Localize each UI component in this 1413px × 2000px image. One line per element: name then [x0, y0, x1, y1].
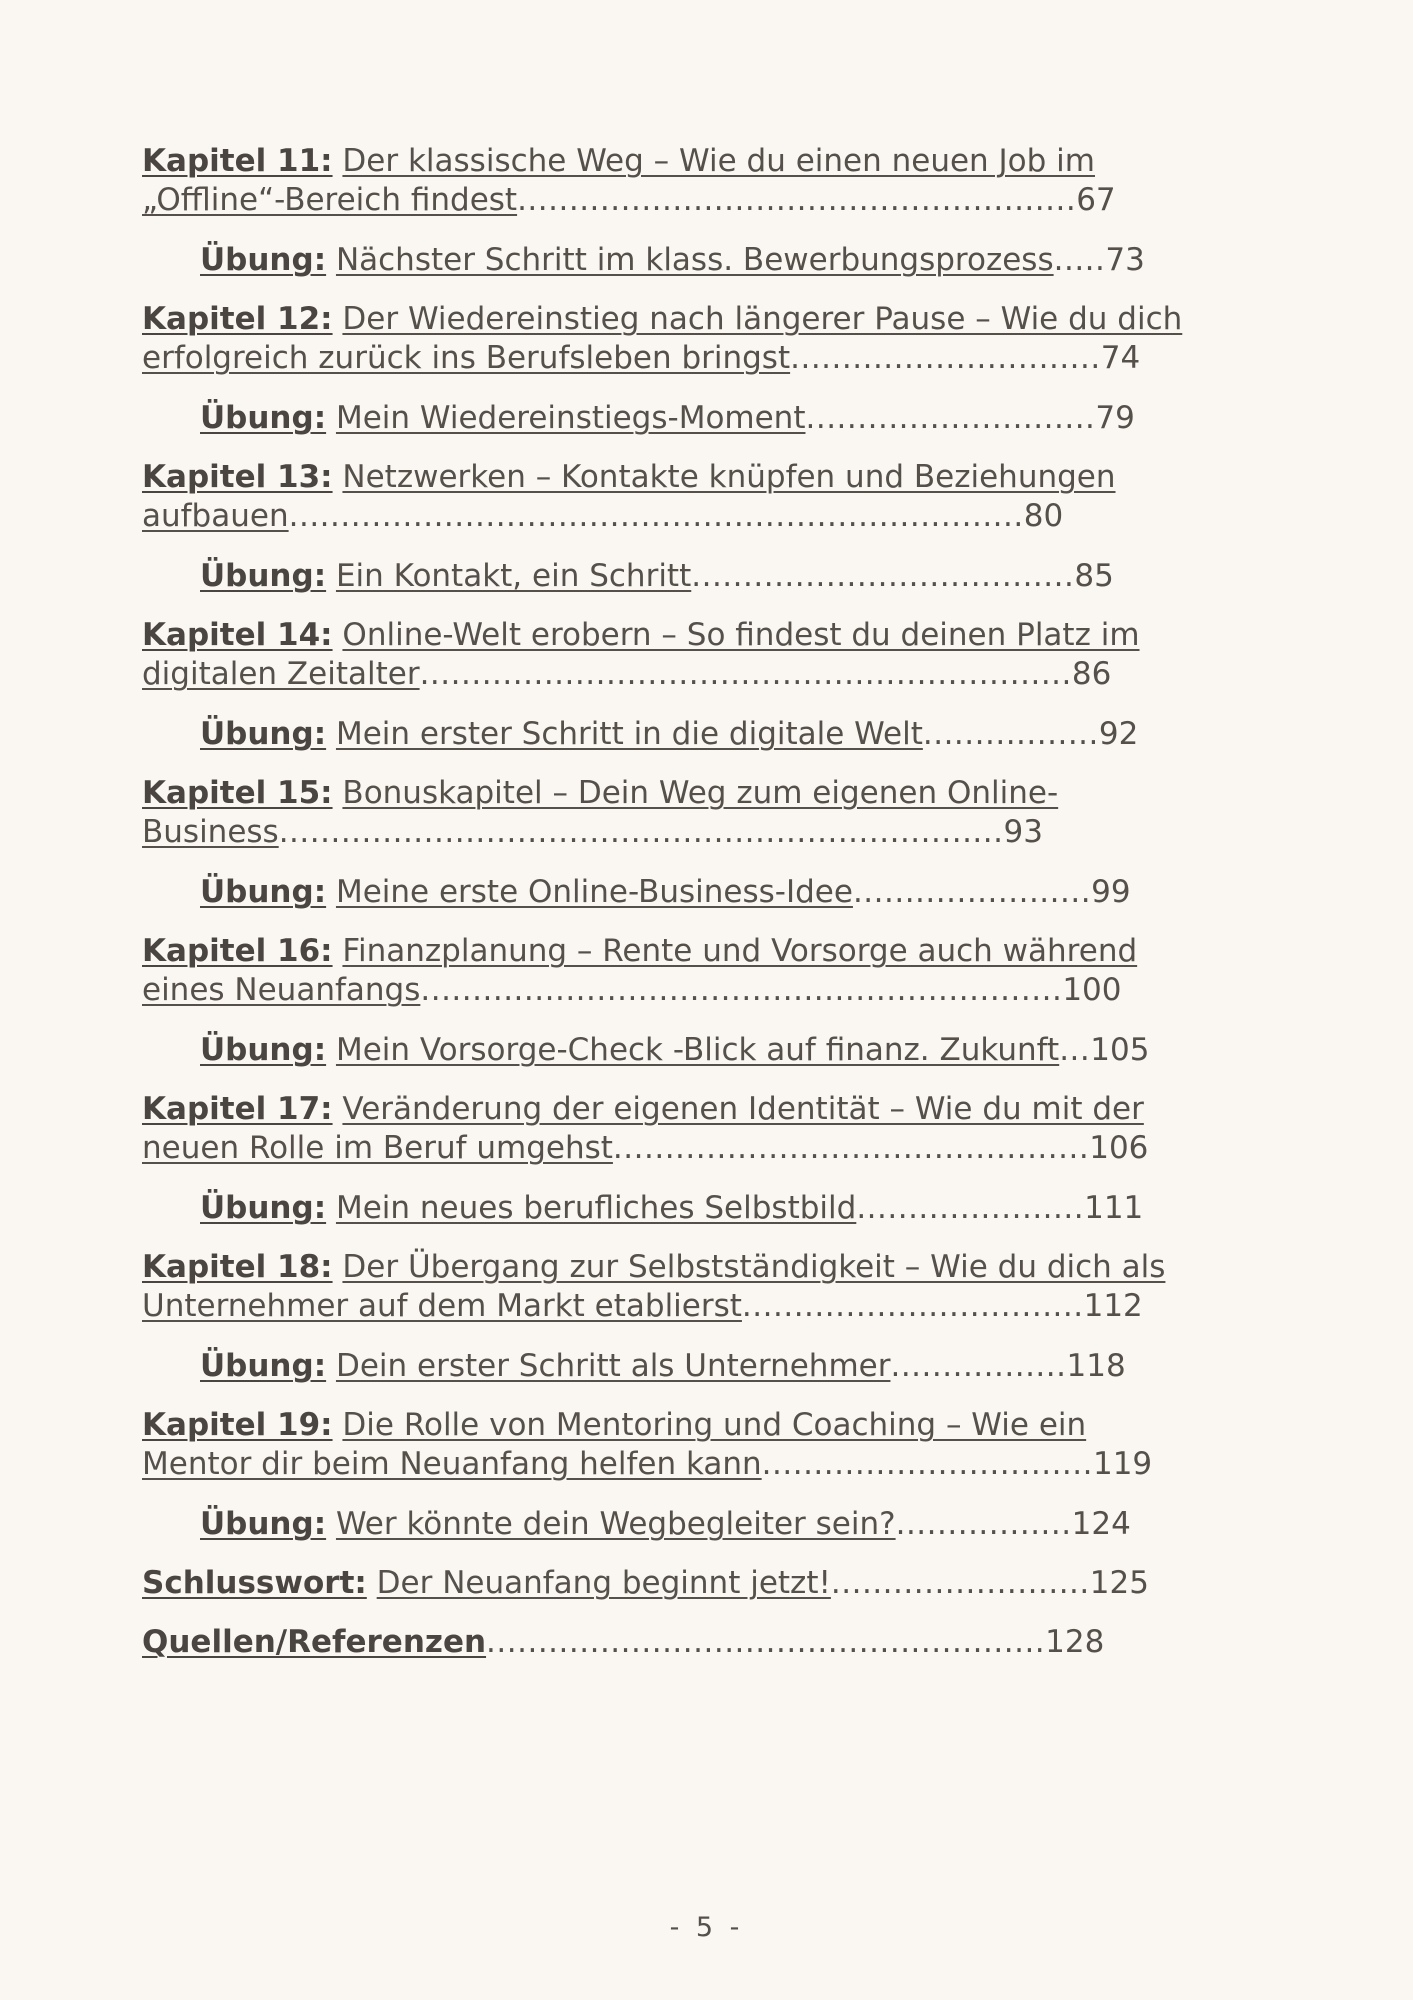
toc-exercise-link[interactable]	[200, 399, 1292, 438]
toc-chapter-link-line1[interactable]	[142, 1090, 1292, 1129]
chapter-title-continued: Business	[142, 814, 279, 850]
dot-leader: ......................................................	[486, 1624, 1046, 1660]
toc-chapter-entry	[142, 932, 1292, 1010]
toc-exercise-link[interactable]	[200, 1347, 1292, 1386]
page-ref: 85	[1074, 558, 1114, 594]
exercise-label: Übung:	[200, 1506, 327, 1542]
section-label: Schlusswort:	[142, 1565, 367, 1601]
page-ref: 80	[1023, 498, 1064, 534]
exercise-title: Ein Kontakt, ein Schritt	[335, 558, 692, 594]
page-ref: 99	[1091, 874, 1131, 910]
toc-chapter-link-line2[interactable]	[142, 181, 1292, 220]
toc-chapter-link-line1[interactable]	[142, 1248, 1292, 1287]
page-ref: 125	[1089, 1565, 1149, 1601]
toc-entry	[142, 1623, 1292, 1662]
exercise-title: Mein Wiedereinstiegs-Moment	[335, 400, 806, 436]
page-ref: 92	[1098, 716, 1139, 752]
dot-leader: .......................................................................	[288, 498, 1024, 534]
toc-chapter-link-line2[interactable]	[142, 1445, 1292, 1484]
chapter-title: Netzwerken – Kontakte knüpfen und Beziehungen	[342, 459, 1116, 495]
section-label: Quellen/Referenzen	[142, 1624, 487, 1660]
toc-chapter-entry	[142, 300, 1292, 378]
dot-leader: ..............................	[790, 340, 1101, 376]
chapter-label: Kapitel 11:	[142, 143, 333, 179]
page-ref: 93	[1003, 814, 1043, 850]
toc-exercise-entry	[200, 1031, 1292, 1070]
toc-chapter-link-line2[interactable]	[142, 971, 1292, 1010]
toc-chapter-link-line1[interactable]	[142, 458, 1292, 497]
page-ref: 79	[1095, 400, 1135, 436]
toc-chapter-entry	[142, 458, 1292, 536]
chapter-label: Kapitel 19:	[142, 1407, 333, 1443]
chapter-label: Kapitel 18:	[142, 1249, 333, 1285]
chapter-title: Der klassische Weg – Wie du einen neuen Job im	[342, 143, 1095, 179]
dot-leader: .................	[895, 1506, 1072, 1542]
toc-chapter-link-line1[interactable]	[142, 1406, 1292, 1445]
page-ref: 111	[1084, 1190, 1144, 1226]
toc-chapter-link-line2[interactable]	[142, 497, 1292, 536]
toc-exercise-entry	[200, 1189, 1292, 1228]
page-ref: 73	[1105, 242, 1145, 278]
toc-exercise-link[interactable]	[200, 1189, 1292, 1228]
toc-exercise-entry	[200, 557, 1292, 596]
dot-leader: ..............................................	[612, 1130, 1090, 1166]
toc-chapter-entry	[142, 1406, 1292, 1484]
dot-leader: ...............................................................	[419, 656, 1072, 692]
page-number: - 5 -	[669, 1912, 744, 1943]
chapter-title: Der Wiedereinstieg nach längerer Pause – Wie du dich	[342, 301, 1183, 337]
dot-leader: .....................................	[691, 558, 1075, 594]
dot-leader: ...	[1059, 1032, 1091, 1068]
page-ref: 105	[1090, 1032, 1150, 1068]
dot-leader: ......................................................................	[278, 814, 1004, 850]
toc-exercise-link[interactable]	[200, 557, 1292, 596]
toc-chapter-link-line2[interactable]	[142, 813, 1292, 852]
chapter-title-continued: erfolgreich zurück ins Berufsleben bringst	[142, 340, 791, 376]
dot-leader: .................	[890, 1348, 1067, 1384]
toc-chapter-link-line2[interactable]	[142, 655, 1292, 694]
toc-chapter-link-line1[interactable]	[142, 774, 1292, 813]
exercise-label: Übung:	[200, 874, 327, 910]
toc-chapter-entry	[142, 1090, 1292, 1168]
chapter-title: Bonuskapitel – Dein Weg zum eigenen Online-	[342, 775, 1059, 811]
exercise-title: Dein erster Schritt als Unternehmer	[335, 1348, 891, 1384]
chapter-label: Kapitel 17:	[142, 1091, 333, 1127]
toc-chapter-entry	[142, 774, 1292, 852]
toc-exercise-entry	[200, 241, 1292, 280]
toc-chapter-link-line1[interactable]	[142, 300, 1292, 339]
toc-chapter-entry	[142, 1248, 1292, 1326]
exercise-label: Übung:	[200, 1190, 327, 1226]
exercise-label: Übung:	[200, 1348, 327, 1384]
chapter-title-continued: Mentor dir beim Neuanfang helfen kann	[142, 1446, 762, 1482]
dot-leader: .....	[1053, 242, 1106, 278]
chapter-title-continued: eines Neuanfangs	[142, 972, 421, 1008]
exercise-label: Übung:	[200, 400, 327, 436]
dot-leader: .................	[922, 716, 1099, 752]
toc-chapter-link-line1[interactable]	[142, 142, 1292, 181]
toc-exercise-link[interactable]	[200, 873, 1292, 912]
exercise-label: Übung:	[200, 716, 327, 752]
exercise-title: Mein neues berufliches Selbstbild	[335, 1190, 857, 1226]
chapter-title-continued: Unternehmer auf dem Markt etablierst	[142, 1288, 742, 1324]
chapter-title: Finanzplanung – Rente und Vorsorge auch während	[342, 933, 1138, 969]
exercise-title: Mein erster Schritt in die digitale Welt	[335, 716, 923, 752]
exercise-label: Übung:	[200, 558, 327, 594]
chapter-title-continued: digitalen Zeitalter	[142, 656, 420, 692]
chapter-title-continued: aufbauen	[142, 498, 289, 534]
page-ref: 128	[1045, 1624, 1105, 1660]
toc-exercise-link[interactable]	[200, 241, 1292, 280]
dot-leader: ............................	[805, 400, 1096, 436]
toc-exercise-entry	[200, 399, 1292, 438]
page-ref: 112	[1083, 1288, 1143, 1324]
page-ref: 118	[1066, 1348, 1126, 1384]
toc-final-link[interactable]	[142, 1564, 1292, 1603]
chapter-title: Online-Welt erobern – So findest du deinen Platz im	[342, 617, 1140, 653]
chapter-title-continued: „Offline“-Bereich findest	[142, 182, 518, 218]
page-ref: 74	[1100, 340, 1141, 376]
exercise-label: Übung:	[200, 242, 327, 278]
section-title: Der Neuanfang beginnt jetzt!	[376, 1565, 831, 1601]
toc-final-link[interactable]	[142, 1623, 1292, 1662]
chapter-title: Die Rolle von Mentoring und Coaching – Wie ein	[342, 1407, 1087, 1443]
page-ref: 86	[1071, 656, 1112, 692]
dot-leader: ......................................................	[517, 182, 1077, 218]
dot-leader: ......................	[856, 1190, 1085, 1226]
chapter-title: Der Übergang zur Selbstständigkeit – Wie du dich als	[342, 1249, 1166, 1285]
toc-chapter-link-line1[interactable]	[142, 932, 1292, 971]
toc-chapter-link-line1[interactable]	[142, 616, 1292, 655]
toc-chapter-link-line2[interactable]	[142, 1129, 1292, 1168]
chapter-title: Veränderung der eigenen Identität – Wie du mit der	[342, 1091, 1144, 1127]
chapter-label: Kapitel 16:	[142, 933, 333, 969]
exercise-title: Meine erste Online-Business-Idee	[335, 874, 853, 910]
dot-leader: .................................	[741, 1288, 1084, 1324]
exercise-title: Nächster Schritt im klass. Bewerbungsprozess	[335, 242, 1054, 278]
toc-chapter-link-line2[interactable]	[142, 339, 1292, 378]
toc-exercise-entry	[200, 1505, 1292, 1544]
exercise-title: Wer könnte dein Wegbegleiter sein?	[335, 1506, 896, 1542]
toc-entry	[142, 1564, 1292, 1603]
chapter-label: Kapitel 13:	[142, 459, 333, 495]
toc-exercise-entry	[200, 1347, 1292, 1386]
page-ref: 106	[1089, 1130, 1149, 1166]
page-ref: 67	[1076, 182, 1116, 218]
chapter-label: Kapitel 14:	[142, 617, 333, 653]
chapter-label: Kapitel 15:	[142, 775, 333, 811]
dot-leader: .........................	[830, 1565, 1090, 1601]
toc-exercise-entry	[200, 715, 1292, 754]
toc-exercise-link[interactable]	[200, 1505, 1292, 1544]
dot-leader: ..............................................................	[420, 972, 1063, 1008]
dot-leader: .......................	[852, 874, 1092, 910]
toc-exercise-link[interactable]	[200, 1031, 1292, 1070]
page-ref: 100	[1062, 972, 1122, 1008]
toc-chapter-entry	[142, 142, 1292, 220]
table-of-contents	[142, 142, 1292, 1682]
exercise-title: Mein Vorsorge-Check -Blick auf finanz. Zukunft	[335, 1032, 1060, 1068]
page-ref: 119	[1092, 1446, 1153, 1482]
page-ref: 124	[1071, 1506, 1131, 1542]
toc-exercise-link[interactable]	[200, 715, 1292, 754]
exercise-label: Übung:	[200, 1032, 327, 1068]
chapter-title-continued: neuen Rolle im Beruf umgehst	[142, 1130, 613, 1166]
chapter-label: Kapitel 12:	[142, 301, 333, 337]
toc-chapter-link-line2[interactable]	[142, 1287, 1292, 1326]
toc-exercise-entry	[200, 873, 1292, 912]
toc-chapter-entry	[142, 616, 1292, 694]
dot-leader: ................................	[761, 1446, 1093, 1482]
